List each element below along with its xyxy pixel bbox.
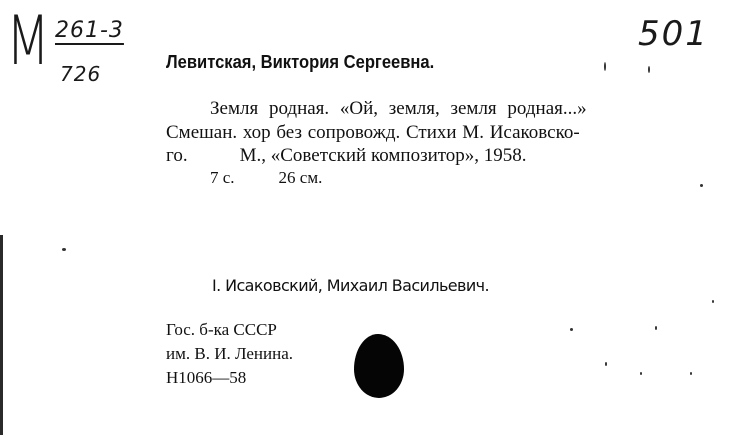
speck — [700, 184, 703, 187]
library-line-1: Гос. б-ка СССР — [166, 320, 277, 339]
speck — [62, 248, 66, 251]
handwritten-corner-number: 501 — [638, 14, 709, 54]
handwritten-shelfmark-top: 261-3 — [55, 18, 124, 43]
speck — [648, 66, 650, 73]
author-heading: Левитская, Виктория Сергеевна. — [166, 52, 435, 72]
speck — [605, 362, 607, 366]
punch-hole — [354, 334, 404, 398]
speck — [640, 372, 642, 375]
card-number: Н1066—58 — [166, 368, 247, 387]
speck — [690, 372, 692, 375]
library-line-2: им. В. И. Ленина. — [166, 344, 294, 363]
added-entry: I. Исаковский, Михаил Васильевич. — [212, 276, 490, 295]
speck — [570, 328, 573, 331]
imprint-line — [166, 145, 527, 167]
speck — [655, 326, 657, 330]
imprint-publisher: М., «Советский композитор», 1958. — [239, 145, 527, 166]
handwritten-shelfmark-letter: M — [6, 2, 51, 81]
speck — [604, 62, 606, 71]
collation-line — [210, 168, 322, 188]
title-line-1: Земля родная. «Ой, земля, земля родная...» — [210, 98, 587, 119]
handwritten-shelfmark-bottom: 726 — [60, 62, 102, 86]
collation-size: 26 см. — [278, 168, 323, 187]
collation-pages: 7 с. — [210, 168, 235, 187]
title-line-2: Смешан. хор без сопровожд. Стихи М. Исаковско- — [166, 122, 580, 143]
imprint-prefix: го. — [166, 145, 188, 166]
speck — [712, 300, 714, 303]
card-edge-line — [0, 235, 3, 435]
